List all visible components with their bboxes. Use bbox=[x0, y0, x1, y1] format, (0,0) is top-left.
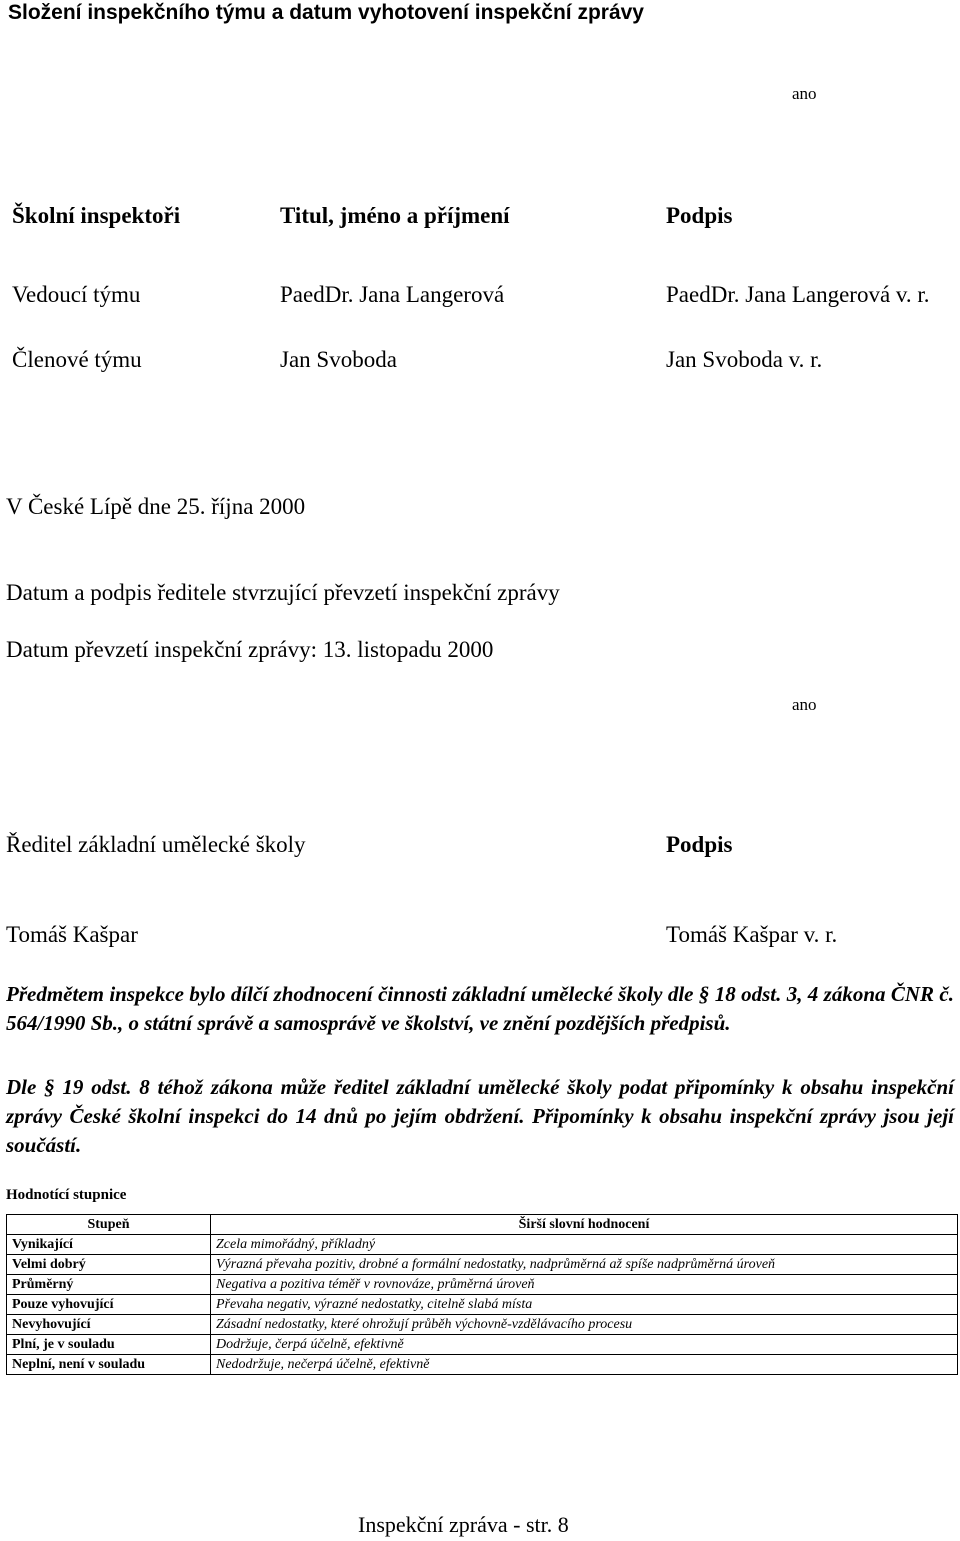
place-date: V České Lípě dne 25. října 2000 bbox=[6, 494, 306, 519]
handover-date: Datum převzetí inspekční zprávy: 13. listopadu 2000 bbox=[6, 637, 494, 662]
level-cell: Průměrný bbox=[7, 1275, 211, 1295]
desc-cell: Převaha negativ, výrazné nedostatky, citelně slabá místa bbox=[211, 1295, 958, 1315]
director-section-heading: Datum a podpis ředitele stvrzující převzetí inspekční zprávy bbox=[6, 580, 560, 605]
team-row-name: Jan Svoboda bbox=[280, 347, 397, 372]
level-cell: Pouze vyhovující bbox=[7, 1295, 211, 1315]
team-row-role: Vedoucí týmu bbox=[12, 282, 141, 307]
desc-cell: Výrazná převaha pozitiv, drobné a formální nedostatky, nadprůměrná až spíše nadprůměrná úroveň bbox=[211, 1255, 958, 1275]
desc-cell: Negativa a pozitiva téměř v rovnováze, průměrná úroveň bbox=[211, 1275, 958, 1295]
desc-cell: Nedodržuje, nečerpá účelně, efektivně bbox=[211, 1355, 958, 1375]
team-row-role: Členové týmu bbox=[12, 347, 142, 372]
desc-cell: Zásadní nedostatky, které ohrožují průběh výchovně-vzdělávacího procesu bbox=[211, 1315, 958, 1335]
table-row bbox=[7, 1255, 958, 1275]
level-cell: Vynikající bbox=[7, 1235, 211, 1255]
table-row bbox=[7, 1335, 958, 1355]
director-col-signature: Podpis bbox=[666, 832, 733, 857]
section-heading: Složení inspekčního týmu a datum vyhotovení inspekční zprávy bbox=[8, 1, 644, 24]
level-cell: Velmi dobrý bbox=[7, 1255, 211, 1275]
team-col-signature: Podpis bbox=[666, 203, 733, 228]
team-col-role: Školní inspektoři bbox=[12, 203, 181, 228]
table-row bbox=[7, 1355, 958, 1375]
col-desc-header: Širší slovní hodnocení bbox=[211, 1215, 958, 1235]
scale-title: Hodnotící stupnice bbox=[6, 1187, 127, 1203]
rating-scale-table bbox=[6, 1214, 958, 1375]
table-header-row bbox=[7, 1215, 958, 1235]
team-row-signature: Jan Svoboda v. r. bbox=[666, 347, 823, 372]
desc-cell: Dodržuje, čerpá účelně, efektivně bbox=[211, 1335, 958, 1355]
ano-label: ano bbox=[792, 695, 817, 714]
level-cell: Plní, je v souladu bbox=[7, 1335, 211, 1355]
table-row bbox=[7, 1235, 958, 1255]
director-signature: Tomáš Kašpar v. r. bbox=[666, 922, 838, 947]
team-row-signature: PaedDr. Jana Langerová v. r. bbox=[666, 282, 930, 307]
page-footer: Inspekční zpráva - str. 8 bbox=[358, 1512, 569, 1537]
table-row bbox=[7, 1275, 958, 1295]
team-col-name: Titul, jméno a příjmení bbox=[280, 203, 510, 228]
level-cell: Neplní, není v souladu bbox=[7, 1355, 211, 1375]
table-row bbox=[7, 1315, 958, 1335]
inspection-subject-paragraph: Předmětem inspekce bylo dílčí zhodnocení činnosti základní umělecké školy dle § 18 odst. 3, 4 zákona ČNR č. 564/1990 Sb., o státní správě a samosprávě ve školství, ve znění pozdějších předpisů. bbox=[6, 982, 954, 1035]
col-level-header: Stupeň bbox=[7, 1215, 211, 1235]
ano-label: ano bbox=[792, 84, 817, 103]
director-col-role: Ředitel základní umělecké školy bbox=[6, 832, 306, 857]
table-row bbox=[7, 1295, 958, 1315]
director-name: Tomáš Kašpar bbox=[6, 922, 138, 947]
desc-cell: Zcela mimořádný, příkladný bbox=[211, 1235, 958, 1255]
team-row-name: PaedDr. Jana Langerová bbox=[280, 282, 505, 307]
comments-paragraph: Dle § 19 odst. 8 téhož zákona může ředitel základní umělecké školy podat připomínky k obsahu inspekční zprávy České školní inspekci do 14 dnů po jejím obdržení. Připomínky k obsahu inspekční zprávy jsou její součástí. bbox=[6, 1075, 954, 1157]
level-cell: Nevyhovující bbox=[7, 1315, 211, 1335]
